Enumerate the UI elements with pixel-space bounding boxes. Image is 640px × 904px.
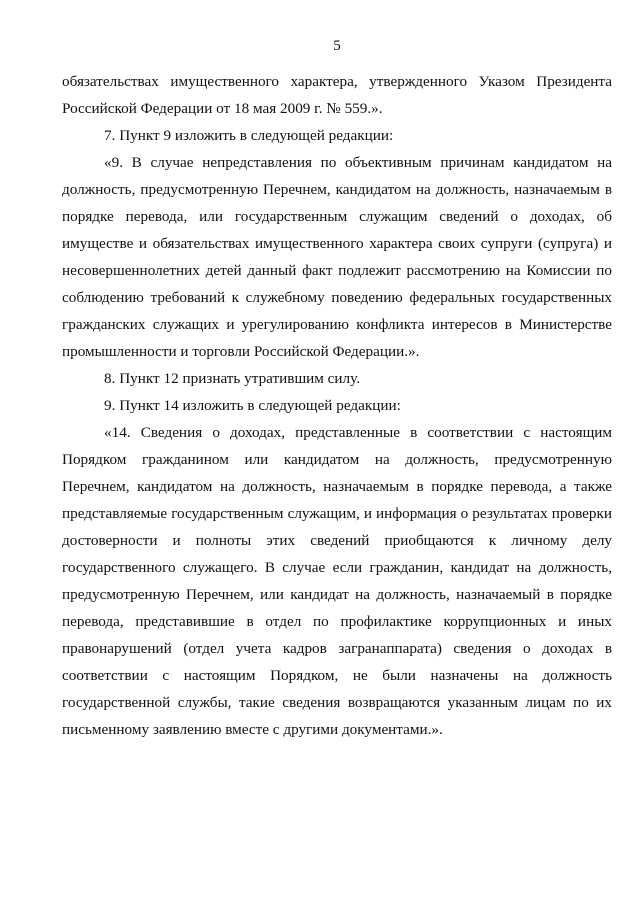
paragraph-item-7: 7. Пункт 9 изложить в следующей редакции: xyxy=(104,127,394,144)
paragraph-point-14-text: «14. Сведения о доходах, представленные в соответствии с настоящим Порядком гражданином или кандидатом на должность, предусмотренную Перечнем, кандидатом на должность, назначаемым в порядке перевода, а также представляемые государственным служащим, и информация о результатах проверки достоверности и полноты этих сведений приобщаются к личному делу государственного служащего. В случае если гражданин, кандидат на должность, предусмотренную Перечнем, или кандидат на должность, назначаемый в порядке перевода, представившие в отдел по профилактике коррупционных и иных правонарушений (отдел учета кадров загранаппарата) сведения о доходах в соответствии с настоящим Порядком, не были назначены на должность государственной службы, такие сведения возвращаются указанным лицам по их письменному заявлению вместе с другими документами.». xyxy=(62,424,612,738)
paragraph-item-8: 8. Пункт 12 признать утратившим силу. xyxy=(104,370,360,387)
paragraph-item-9: 9. Пункт 14 изложить в следующей редакции: xyxy=(104,397,401,414)
page-number: 5 xyxy=(333,38,341,54)
document-page xyxy=(62,36,612,743)
paragraph-point-9-text: «9. В случае непредставления по объективным причинам кандидатом на должность, предусмотренную Перечнем, кандидатом на должность, назначаемым в порядке перевода, или государственным служащим сведений о доходах, об имуществе и обязательствах имущественного характера своих супруги (супруга) и несовершеннолетних детей данный факт подлежит рассмотрению на Комиссии по соблюдению требований к служебному поведению федеральных государственных гражданских служащих и урегулированию конфликта интересов в Министерстве промышленности и торговли Российской Федерации.». xyxy=(62,154,612,360)
paragraph-continuation: обязательствах имущественного характера, утвержденного Указом Президента Российской Федерации от 18 мая 2009 г. № 559.». xyxy=(62,73,612,117)
